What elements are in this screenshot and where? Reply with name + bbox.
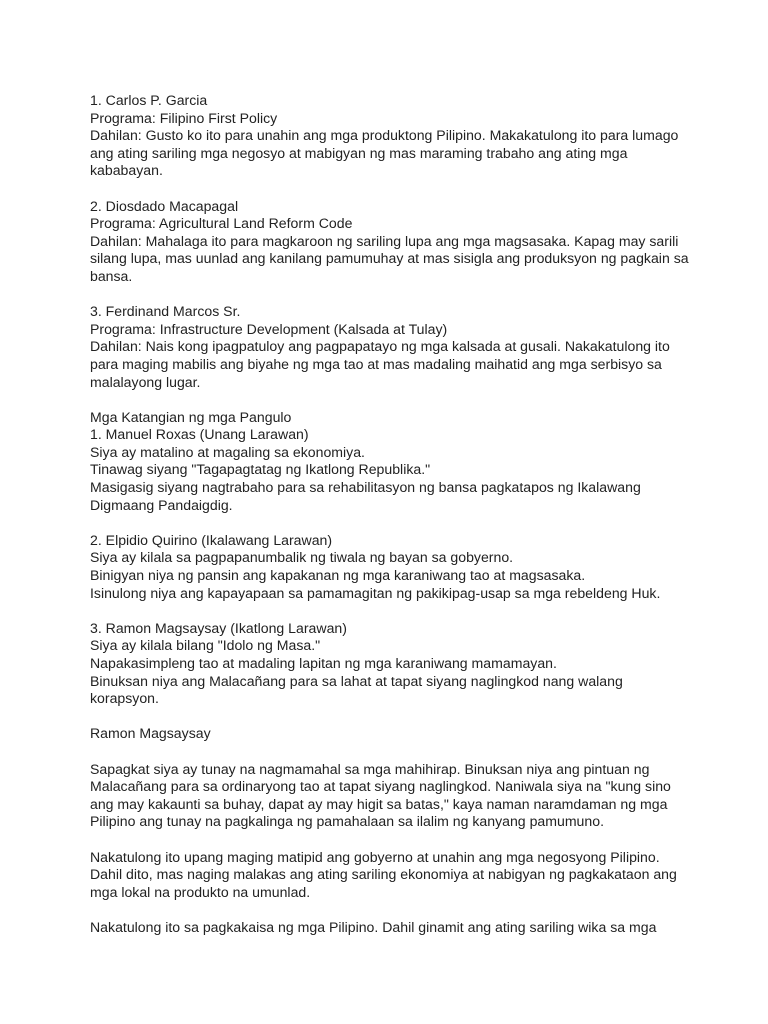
trait-block [90, 620, 690, 708]
paragraph-gap [90, 901, 690, 919]
paragraph-block [90, 761, 690, 831]
heading-block [90, 725, 690, 743]
text-line: Siya ay matalino at magaling sa ekonomiya. [90, 443, 365, 460]
text-line: Masigasig siyang nagtrabaho para sa rehabilitasyon ng bansa pagkatapos ng Ikalawang [90, 479, 641, 496]
trait-title-line: 2. Elpidio Quirino (Ikalawang Larawan) [90, 531, 333, 548]
trait-block [90, 532, 690, 602]
text-line: Programa: Infrastructure Development (Kalsada at Tulay) [90, 320, 448, 337]
paragraph-gap [90, 743, 690, 761]
heading-title-line: Ramon Magsaysay [90, 725, 211, 742]
paragraph-gap [90, 602, 690, 620]
text-line: Siya ay kilala sa pagpapanumbalik ng tiwala ng bayan sa gobyerno. [90, 549, 514, 566]
text-line: Tinawag siyang "Tagapagtatag ng Ikatlong Republika." [90, 461, 431, 478]
paragraph-gap [90, 514, 690, 532]
paragraph-gap [90, 391, 690, 409]
trait-title-line: 3. Ramon Magsaysay (Ikatlong Larawan) [90, 619, 347, 636]
paragraph-gap [90, 831, 690, 849]
president-title-line: 2. Diosdado Macapagal [90, 197, 239, 214]
text-line: korapsyon. [90, 690, 159, 707]
president-block [90, 303, 690, 391]
president-title-line: 3. Ferdinand Marcos Sr. [90, 303, 241, 320]
paragraph-gap [90, 180, 690, 198]
president-block [90, 92, 690, 180]
text-line: ang ating sariling mga negosyo at mabigyan ng mas maraming trabaho ang ating mga [90, 144, 628, 161]
text-line: Napakasimpleng tao at madaling lapitan ng mga karaniwang mamamayan. [90, 655, 557, 671]
paragraph-gap [90, 286, 690, 304]
text-line: malalayong lugar. [90, 373, 201, 390]
text-line: 1. Manuel Roxas (Unang Larawan) [90, 426, 309, 443]
text-line: Programa: Agricultural Land Reform Code [90, 215, 353, 232]
text-line: Dahil dito, mas naging malakas ang ating sariling ekonomiya at nabigyan ng pagkakataon ang [90, 866, 677, 883]
text-line: kababayan. [90, 162, 163, 179]
text-line: Binuksan niya ang Malacañang para sa lahat at tapat siyang naglingkod nang walang [90, 672, 623, 689]
paragraph-title-line: Sapagkat siya ay tunay na nagmamahal sa mga mahihirap. Binuksan niya ang pintuan ng [90, 760, 650, 777]
text-line: ang may kakaunti sa buhay, dapat ay may higit sa batas," kaya naman naramdaman ng mga [90, 795, 668, 812]
text-line: bansa. [90, 267, 133, 284]
trait-block [90, 409, 690, 515]
paragraph-title-line: Nakatulong ito upang maging matipid ang gobyerno at unahin ang mga negosyong Pilipino. [90, 848, 660, 865]
text-line: Dahilan: Mahalaga ito para magkaroon ng sariling lupa ang mga magsasaka. Kapag may sarili [90, 232, 679, 249]
president-title-line: 1. Carlos P. Garcia [90, 92, 208, 108]
text-line: Dahilan: Gusto ko ito para unahin ang mga produktong Pilipino. Makakatulong ito para lumago [90, 127, 679, 144]
text-line: Programa: Filipino First Policy [90, 109, 278, 126]
text-line: Isinulong niya ang kapayapaan sa pamamagitan ng pakikipag-usap sa mga rebeldeng Huk. [90, 584, 661, 601]
text-line: Binigyan niya ng pansin ang kapakanan ng mga karaniwang tao at magsasaka. [90, 567, 586, 584]
document-page [90, 92, 690, 937]
text-line: Pilipino ang tunay na pagkalinga ng pamahalaan sa ilalim ng kanyang pamumuno. [90, 813, 604, 830]
paragraph-gap [90, 708, 690, 726]
text-line: Siya ay kilala bilang "Idolo ng Masa." [90, 637, 321, 654]
president-block [90, 198, 690, 286]
paragraph-block [90, 849, 690, 902]
trait-title-line: Mga Katangian ng mga Pangulo [90, 408, 292, 425]
paragraph-title-line: Nakatulong ito sa pagkakaisa ng mga Pilipino. Dahil ginamit ang ating sariling wika sa mga [90, 918, 657, 935]
paragraph-block [90, 919, 690, 937]
text-line: Digmaang Pandaigdig. [90, 496, 233, 513]
text-line: Malacañang para sa ordinaryong tao at tapat siyang naglingkod. Naniwala siya na "kung sino [90, 778, 671, 795]
text-line: mga lokal na produkto na umunlad. [90, 883, 311, 900]
text-line: silang lupa, mas uunlad ang kanilang pamumuhay at mas sisigla ang produksyon ng pagkain sa [90, 250, 689, 267]
text-line: para maging mabilis ang biyahe ng mga tao at mas madaling maihatid ang mga serbisyo sa [90, 355, 662, 372]
text-line: Dahilan: Nais kong ipagpatuloy ang pagpapatayo ng mga kalsada at gusali. Nakakatulong ito [90, 338, 670, 355]
